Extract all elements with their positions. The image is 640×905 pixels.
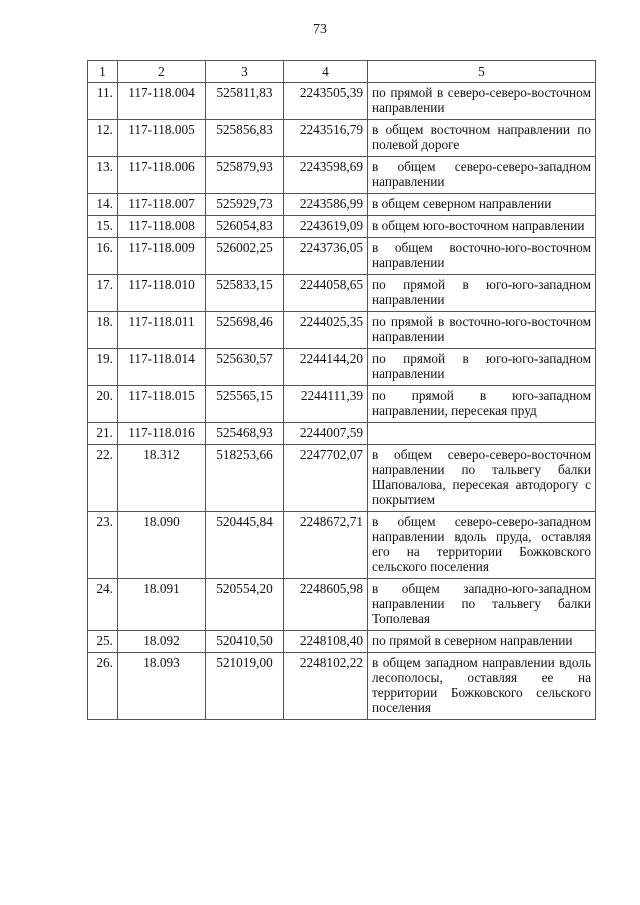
coordinate-x: 526054,83 xyxy=(206,216,284,238)
coordinate-y: 2243619,09 xyxy=(284,216,368,238)
table-row xyxy=(88,445,596,512)
row-number: 23. xyxy=(88,512,118,579)
table-row xyxy=(88,194,596,216)
point-code: 117-118.010 xyxy=(118,275,206,312)
point-code: 117-118.014 xyxy=(118,349,206,386)
coordinate-x: 525468,93 xyxy=(206,423,284,445)
table-header-row xyxy=(88,61,596,83)
table-row xyxy=(88,157,596,194)
boundary-description: по прямой в юго-юго-западном направлении xyxy=(368,349,596,386)
row-number: 13. xyxy=(88,157,118,194)
row-number: 22. xyxy=(88,445,118,512)
coordinate-y: 2243736,05 xyxy=(284,238,368,275)
table-row xyxy=(88,238,596,275)
coordinate-y: 2244058,65 xyxy=(284,275,368,312)
boundary-description: по прямой в северо-северо-восточном направлении xyxy=(368,83,596,120)
point-code: 117-118.015 xyxy=(118,386,206,423)
boundary-description: по прямой в восточно-юго-восточном направлении xyxy=(368,312,596,349)
table-row xyxy=(88,386,596,423)
row-number: 12. xyxy=(88,120,118,157)
row-number: 20. xyxy=(88,386,118,423)
row-number: 26. xyxy=(88,653,118,720)
row-number: 21. xyxy=(88,423,118,445)
point-code: 117-118.007 xyxy=(118,194,206,216)
table-row xyxy=(88,653,596,720)
coordinate-x: 520410,50 xyxy=(206,631,284,653)
coordinate-y: 2247702,07 xyxy=(284,445,368,512)
boundary-description: в общем западно-юго-западном направлении по тальвегу балки Тополевая xyxy=(368,579,596,631)
table-row xyxy=(88,423,596,445)
point-code: 117-118.008 xyxy=(118,216,206,238)
boundary-description: в общем северо-северо-восточном направлении по тальвегу балки Шаповалова, пересекая автодорогу с покрытием xyxy=(368,445,596,512)
row-number: 11. xyxy=(88,83,118,120)
point-code: 18.312 xyxy=(118,445,206,512)
coordinates-table xyxy=(87,60,596,720)
coordinate-x: 518253,66 xyxy=(206,445,284,512)
boundary-description: в общем северо-северо-западном направлении xyxy=(368,157,596,194)
point-code: 117-118.006 xyxy=(118,157,206,194)
table-row xyxy=(88,349,596,386)
row-number: 17. xyxy=(88,275,118,312)
coordinate-y: 2244007,59 xyxy=(284,423,368,445)
boundary-description: в общем западном направлении вдоль лесополосы, оставляя ее на территории Божковского сельского поселения xyxy=(368,653,596,720)
point-code: 117-118.005 xyxy=(118,120,206,157)
table-row xyxy=(88,579,596,631)
coordinate-y: 2244025,35 xyxy=(284,312,368,349)
boundary-description: по прямой в юго-западном направлении, пересекая пруд xyxy=(368,386,596,423)
coordinate-y: 2243516,79 xyxy=(284,120,368,157)
row-number: 14. xyxy=(88,194,118,216)
coordinate-x: 525833,15 xyxy=(206,275,284,312)
row-number: 19. xyxy=(88,349,118,386)
column-header: 2 xyxy=(118,61,206,83)
point-code: 117-118.016 xyxy=(118,423,206,445)
point-code: 117-118.004 xyxy=(118,83,206,120)
coordinate-y: 2244111,39 xyxy=(284,386,368,423)
coordinate-x: 525879,93 xyxy=(206,157,284,194)
table-row xyxy=(88,216,596,238)
boundary-description: в общем северо-северо-западном направлении вдоль пруда, оставляя его на территории Божковского сельского поселения xyxy=(368,512,596,579)
boundary-description: в общем восточном направлении по полевой дороге xyxy=(368,120,596,157)
point-code: 117-118.011 xyxy=(118,312,206,349)
row-number: 18. xyxy=(88,312,118,349)
column-header: 5 xyxy=(368,61,596,83)
point-code: 18.093 xyxy=(118,653,206,720)
coordinate-x: 526002,25 xyxy=(206,238,284,275)
table-row xyxy=(88,83,596,120)
row-number: 25. xyxy=(88,631,118,653)
coordinate-y: 2248672,71 xyxy=(284,512,368,579)
coordinate-x: 525698,46 xyxy=(206,312,284,349)
boundary-description: в общем северном направлении xyxy=(368,194,596,216)
boundary-description: по прямой в северном направлении xyxy=(368,631,596,653)
column-header: 1 xyxy=(88,61,118,83)
column-header: 3 xyxy=(206,61,284,83)
coordinate-x: 520445,84 xyxy=(206,512,284,579)
point-code: 18.091 xyxy=(118,579,206,631)
boundary-description: по прямой в юго-юго-западном направлении xyxy=(368,275,596,312)
point-code: 18.092 xyxy=(118,631,206,653)
coordinate-x: 525856,83 xyxy=(206,120,284,157)
point-code: 117-118.009 xyxy=(118,238,206,275)
coordinate-y: 2244144,20 xyxy=(284,349,368,386)
coordinate-x: 520554,20 xyxy=(206,579,284,631)
page-number: 73 xyxy=(313,22,327,37)
boundary-description: в общем восточно-юго-восточном направлении xyxy=(368,238,596,275)
coordinate-x: 525811,83 xyxy=(206,83,284,120)
row-number: 16. xyxy=(88,238,118,275)
table-row xyxy=(88,312,596,349)
table-row xyxy=(88,275,596,312)
coordinate-y: 2243598,69 xyxy=(284,157,368,194)
coordinate-y: 2248108,40 xyxy=(284,631,368,653)
table-row xyxy=(88,512,596,579)
coordinate-y: 2248605,98 xyxy=(284,579,368,631)
point-code: 18.090 xyxy=(118,512,206,579)
coordinate-y: 2248102,22 xyxy=(284,653,368,720)
table-row xyxy=(88,631,596,653)
coordinate-x: 525565,15 xyxy=(206,386,284,423)
coordinate-y: 2243586,99 xyxy=(284,194,368,216)
boundary-description xyxy=(368,423,596,445)
boundary-description: в общем юго-восточном направлении xyxy=(368,216,596,238)
row-number: 15. xyxy=(88,216,118,238)
coordinate-x: 521019,00 xyxy=(206,653,284,720)
coordinate-x: 525630,57 xyxy=(206,349,284,386)
row-number: 24. xyxy=(88,579,118,631)
column-header: 4 xyxy=(284,61,368,83)
coordinate-x: 525929,73 xyxy=(206,194,284,216)
table-row xyxy=(88,120,596,157)
coordinate-y: 2243505,39 xyxy=(284,83,368,120)
